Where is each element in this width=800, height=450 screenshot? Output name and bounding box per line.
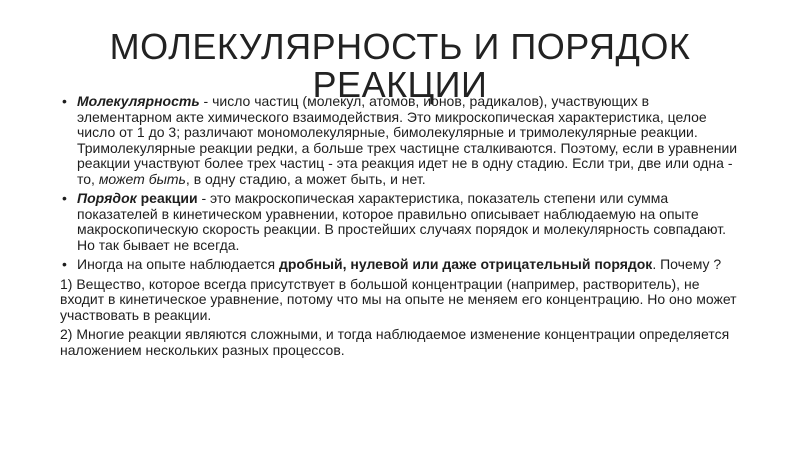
order-definition: - это макроскопическая характеристика, показатель степени или сумма показателей в кинетическом уравнении, которое правильно описывает наблюдаемую на опыте макроскопическую скорость реакции. В простейших случаях порядок и молекулярность совпадают. Но так бывает не всегда.	[77, 190, 726, 253]
fractional-order-question: . Почему ?	[652, 256, 722, 272]
bullet-item-fractional-order	[60, 257, 740, 273]
fractional-order-bold: дробный, нулевой или даже отрицательный порядок	[278, 256, 653, 272]
bullet-icon: •	[62, 256, 67, 272]
emphasis-may-be: может быть	[98, 170, 186, 187]
molecularity-definition: - число частиц (молекул, атомов, ионов, радикалов), участвующих в элементарном акте химического взаимодействия. Это микроскопическая характеристика, целое число от 1 до 3; различают мономолекулярные, бимолекулярные и тримолекулярные реакции. Тримолекулярные реакции редки, а больше трех частицне сталкиваются. Поэтому, если в уравнении реакции участвуют более трех частиц - эта реакция идет не в одну стадию. Если три, две или одна - то,	[77, 93, 738, 187]
term-order: Порядок	[77, 190, 137, 206]
fractional-order-intro: Иногда на опыте наблюдается	[77, 256, 279, 272]
explanation-paragraph-2: 2) Многие реакции являются сложными, и тогда наблюдаемое изменение концентрации определяется наложением нескольких разных процессов.	[60, 326, 730, 358]
bullet-item-order	[60, 191, 740, 253]
bullet-icon: •	[62, 190, 67, 206]
slide-body	[60, 94, 740, 362]
bullet-item-molecularity	[60, 94, 740, 187]
term-order-suffix: реакции	[136, 190, 198, 206]
slide-title: МОЛЕКУЛЯРНОСТЬ И ПОРЯДОК РЕАКЦИИ	[109, 26, 691, 105]
term-molecularity: Молекулярность	[77, 93, 200, 109]
explanation-paragraph-1: 1) Вещество, которое всегда присутствует в большой концентрации (например, растворитель), не входит в кинетическое уравнение, потому что мы на опыте не меняем его концентрацию. Но оно может участвовать в реакции.	[60, 275, 737, 323]
molecularity-definition-end: , в одну стадию, а может быть, и нет.	[185, 170, 426, 187]
bullet-icon: •	[62, 93, 67, 109]
